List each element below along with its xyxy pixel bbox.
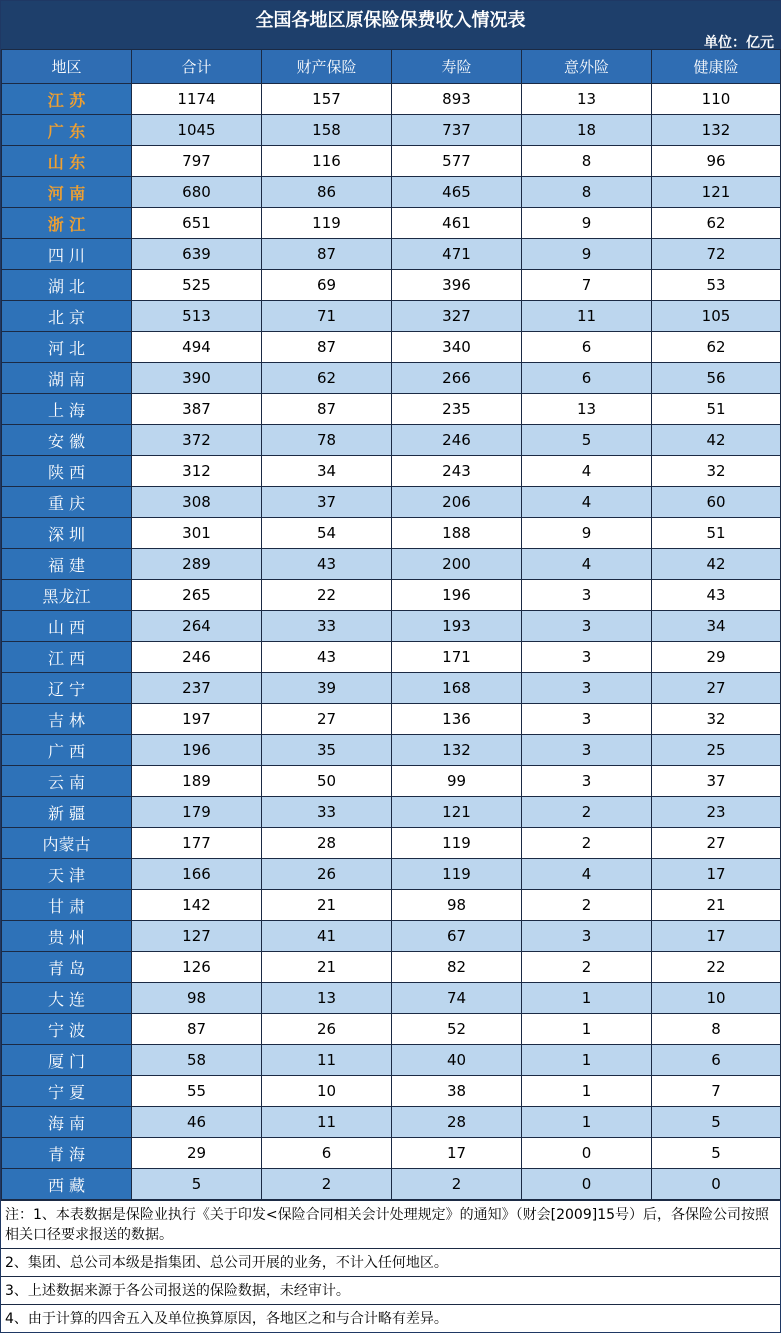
property-cell: 158 <box>262 115 392 146</box>
accident-cell: 9 <box>522 239 652 270</box>
life-cell: 193 <box>392 611 522 642</box>
property-cell: 86 <box>262 177 392 208</box>
total-cell: 5 <box>132 1169 262 1200</box>
life-cell: 82 <box>392 952 522 983</box>
accident-cell: 1 <box>522 1107 652 1138</box>
table-row <box>2 1169 781 1200</box>
property-cell: 87 <box>262 394 392 425</box>
table-row <box>2 766 781 797</box>
table-row <box>2 177 781 208</box>
life-cell: 119 <box>392 828 522 859</box>
health-cell: 43 <box>652 580 781 611</box>
footnotes <box>1 1200 780 1332</box>
column-header-property: 财产保险 <box>262 50 392 84</box>
health-cell: 8 <box>652 1014 781 1045</box>
health-cell: 42 <box>652 549 781 580</box>
table-row <box>2 394 781 425</box>
accident-cell: 0 <box>522 1138 652 1169</box>
property-cell: 116 <box>262 146 392 177</box>
total-cell: 387 <box>132 394 262 425</box>
accident-cell: 4 <box>522 549 652 580</box>
health-cell: 27 <box>652 673 781 704</box>
total-cell: 189 <box>132 766 262 797</box>
accident-cell: 13 <box>522 84 652 115</box>
life-cell: 206 <box>392 487 522 518</box>
region-cell: 广 东 <box>2 115 132 146</box>
health-cell: 21 <box>652 890 781 921</box>
property-cell: 6 <box>262 1138 392 1169</box>
property-cell: 62 <box>262 363 392 394</box>
health-cell: 6 <box>652 1045 781 1076</box>
column-header-region: 地区 <box>2 50 132 84</box>
property-cell: 13 <box>262 983 392 1014</box>
life-cell: 136 <box>392 704 522 735</box>
accident-cell: 18 <box>522 115 652 146</box>
table-row <box>2 797 781 828</box>
region-cell: 甘 肃 <box>2 890 132 921</box>
property-cell: 69 <box>262 270 392 301</box>
accident-cell: 2 <box>522 828 652 859</box>
region-cell: 山 西 <box>2 611 132 642</box>
health-cell: 22 <box>652 952 781 983</box>
accident-cell: 4 <box>522 859 652 890</box>
accident-cell: 9 <box>522 518 652 549</box>
region-cell: 山 东 <box>2 146 132 177</box>
region-cell: 重 庆 <box>2 487 132 518</box>
property-cell: 87 <box>262 239 392 270</box>
total-cell: 1045 <box>132 115 262 146</box>
total-cell: 197 <box>132 704 262 735</box>
life-cell: 327 <box>392 301 522 332</box>
property-cell: 87 <box>262 332 392 363</box>
health-cell: 5 <box>652 1107 781 1138</box>
total-cell: 680 <box>132 177 262 208</box>
accident-cell: 0 <box>522 1169 652 1200</box>
health-cell: 53 <box>652 270 781 301</box>
property-cell: 21 <box>262 952 392 983</box>
total-cell: 312 <box>132 456 262 487</box>
region-cell: 河 北 <box>2 332 132 363</box>
life-cell: 98 <box>392 890 522 921</box>
property-cell: 22 <box>262 580 392 611</box>
table-row <box>2 425 781 456</box>
life-cell: 171 <box>392 642 522 673</box>
column-header-life: 寿险 <box>392 50 522 84</box>
health-cell: 27 <box>652 828 781 859</box>
property-cell: 2 <box>262 1169 392 1200</box>
table-row <box>2 828 781 859</box>
total-cell: 126 <box>132 952 262 983</box>
life-cell: 396 <box>392 270 522 301</box>
total-cell: 166 <box>132 859 262 890</box>
life-cell: 52 <box>392 1014 522 1045</box>
table-row <box>2 983 781 1014</box>
total-cell: 87 <box>132 1014 262 1045</box>
life-cell: 28 <box>392 1107 522 1138</box>
region-cell: 青 岛 <box>2 952 132 983</box>
region-cell: 海 南 <box>2 1107 132 1138</box>
property-cell: 11 <box>262 1045 392 1076</box>
region-cell: 四 川 <box>2 239 132 270</box>
total-cell: 265 <box>132 580 262 611</box>
property-cell: 54 <box>262 518 392 549</box>
life-cell: 246 <box>392 425 522 456</box>
health-cell: 17 <box>652 921 781 952</box>
life-cell: 196 <box>392 580 522 611</box>
accident-cell: 3 <box>522 704 652 735</box>
table-row <box>2 146 781 177</box>
table-row <box>2 332 781 363</box>
total-cell: 46 <box>132 1107 262 1138</box>
total-cell: 308 <box>132 487 262 518</box>
life-cell: 40 <box>392 1045 522 1076</box>
table-row <box>2 580 781 611</box>
region-cell: 青 海 <box>2 1138 132 1169</box>
health-cell: 0 <box>652 1169 781 1200</box>
table-row <box>2 487 781 518</box>
life-cell: 67 <box>392 921 522 952</box>
accident-cell: 3 <box>522 766 652 797</box>
health-cell: 132 <box>652 115 781 146</box>
life-cell: 121 <box>392 797 522 828</box>
table-row <box>2 1107 781 1138</box>
table-row <box>2 115 781 146</box>
total-cell: 301 <box>132 518 262 549</box>
accident-cell: 4 <box>522 456 652 487</box>
total-cell: 55 <box>132 1076 262 1107</box>
health-cell: 121 <box>652 177 781 208</box>
health-cell: 7 <box>652 1076 781 1107</box>
health-cell: 110 <box>652 84 781 115</box>
table-row <box>2 1045 781 1076</box>
accident-cell: 6 <box>522 363 652 394</box>
region-cell: 江 西 <box>2 642 132 673</box>
region-cell: 内蒙古 <box>2 828 132 859</box>
accident-cell: 2 <box>522 890 652 921</box>
region-cell: 西 藏 <box>2 1169 132 1200</box>
health-cell: 10 <box>652 983 781 1014</box>
total-cell: 1174 <box>132 84 262 115</box>
property-cell: 33 <box>262 611 392 642</box>
region-cell: 浙 江 <box>2 208 132 239</box>
accident-cell: 5 <box>522 425 652 456</box>
column-header-accident: 意外险 <box>522 50 652 84</box>
table-row <box>2 642 781 673</box>
health-cell: 60 <box>652 487 781 518</box>
table-row <box>2 1076 781 1107</box>
health-cell: 62 <box>652 332 781 363</box>
property-cell: 78 <box>262 425 392 456</box>
column-header-health: 健康险 <box>652 50 781 84</box>
region-cell: 福 建 <box>2 549 132 580</box>
accident-cell: 1 <box>522 1076 652 1107</box>
total-cell: 372 <box>132 425 262 456</box>
table-row <box>2 611 781 642</box>
property-cell: 43 <box>262 549 392 580</box>
total-cell: 98 <box>132 983 262 1014</box>
health-cell: 34 <box>652 611 781 642</box>
total-cell: 264 <box>132 611 262 642</box>
unit-label: 单位：亿元 <box>704 35 774 51</box>
region-cell: 湖 南 <box>2 363 132 394</box>
accident-cell: 1 <box>522 1045 652 1076</box>
property-cell: 37 <box>262 487 392 518</box>
property-cell: 119 <box>262 208 392 239</box>
accident-cell: 2 <box>522 952 652 983</box>
header-row <box>2 50 781 84</box>
accident-cell: 1 <box>522 1014 652 1045</box>
region-cell: 江 苏 <box>2 84 132 115</box>
property-cell: 41 <box>262 921 392 952</box>
property-cell: 10 <box>262 1076 392 1107</box>
life-cell: 737 <box>392 115 522 146</box>
life-cell: 893 <box>392 84 522 115</box>
table-row <box>2 208 781 239</box>
table-row <box>2 363 781 394</box>
total-cell: 494 <box>132 332 262 363</box>
property-cell: 27 <box>262 704 392 735</box>
health-cell: 51 <box>652 518 781 549</box>
footnote: 注：1、本表数据是保险业执行《关于印发<保险合同相关会计处理规定》的通知》（财会[2009]15号）后，各保险公司按照相关口径要求报送的数据。 <box>1 1200 780 1248</box>
region-cell: 湖 北 <box>2 270 132 301</box>
life-cell: 577 <box>392 146 522 177</box>
accident-cell: 13 <box>522 394 652 425</box>
table-title: 全国各地区原保险保费收入情况表 <box>255 10 526 31</box>
total-cell: 127 <box>132 921 262 952</box>
health-cell: 17 <box>652 859 781 890</box>
region-cell: 厦 门 <box>2 1045 132 1076</box>
property-cell: 39 <box>262 673 392 704</box>
region-cell: 上 海 <box>2 394 132 425</box>
total-cell: 639 <box>132 239 262 270</box>
table-row <box>2 859 781 890</box>
health-cell: 32 <box>652 456 781 487</box>
title-bar <box>1 1 780 49</box>
region-cell: 大 连 <box>2 983 132 1014</box>
property-cell: 33 <box>262 797 392 828</box>
life-cell: 465 <box>392 177 522 208</box>
life-cell: 99 <box>392 766 522 797</box>
life-cell: 119 <box>392 859 522 890</box>
health-cell: 25 <box>652 735 781 766</box>
accident-cell: 11 <box>522 301 652 332</box>
table-row <box>2 84 781 115</box>
property-cell: 28 <box>262 828 392 859</box>
accident-cell: 3 <box>522 735 652 766</box>
footnote: 2、集团、总公司本级是指集团、总公司开展的业务，不计入任何地区。 <box>1 1248 780 1276</box>
accident-cell: 3 <box>522 642 652 673</box>
total-cell: 237 <box>132 673 262 704</box>
life-cell: 188 <box>392 518 522 549</box>
total-cell: 289 <box>132 549 262 580</box>
region-cell: 河 南 <box>2 177 132 208</box>
health-cell: 23 <box>652 797 781 828</box>
life-cell: 461 <box>392 208 522 239</box>
health-cell: 42 <box>652 425 781 456</box>
table-body <box>2 84 781 1200</box>
table-row <box>2 239 781 270</box>
region-cell: 新 疆 <box>2 797 132 828</box>
accident-cell: 3 <box>522 673 652 704</box>
region-cell: 广 西 <box>2 735 132 766</box>
property-cell: 26 <box>262 859 392 890</box>
table-row <box>2 549 781 580</box>
total-cell: 29 <box>132 1138 262 1169</box>
property-cell: 35 <box>262 735 392 766</box>
table-row <box>2 952 781 983</box>
accident-cell: 3 <box>522 921 652 952</box>
health-cell: 72 <box>652 239 781 270</box>
total-cell: 177 <box>132 828 262 859</box>
accident-cell: 8 <box>522 177 652 208</box>
health-cell: 37 <box>652 766 781 797</box>
total-cell: 142 <box>132 890 262 921</box>
property-cell: 157 <box>262 84 392 115</box>
life-cell: 2 <box>392 1169 522 1200</box>
footnote: 4、由于计算的四舍五入及单位换算原因，各地区之和与合计略有差异。 <box>1 1304 780 1332</box>
table-row <box>2 1138 781 1169</box>
accident-cell: 6 <box>522 332 652 363</box>
total-cell: 651 <box>132 208 262 239</box>
accident-cell: 7 <box>522 270 652 301</box>
total-cell: 513 <box>132 301 262 332</box>
total-cell: 58 <box>132 1045 262 1076</box>
total-cell: 196 <box>132 735 262 766</box>
region-cell: 辽 宁 <box>2 673 132 704</box>
total-cell: 246 <box>132 642 262 673</box>
region-cell: 北 京 <box>2 301 132 332</box>
property-cell: 71 <box>262 301 392 332</box>
table-row <box>2 518 781 549</box>
total-cell: 179 <box>132 797 262 828</box>
table-row <box>2 921 781 952</box>
health-cell: 96 <box>652 146 781 177</box>
table-row <box>2 673 781 704</box>
life-cell: 243 <box>392 456 522 487</box>
health-cell: 29 <box>652 642 781 673</box>
life-cell: 38 <box>392 1076 522 1107</box>
table-row <box>2 270 781 301</box>
table-row <box>2 704 781 735</box>
accident-cell: 4 <box>522 487 652 518</box>
accident-cell: 9 <box>522 208 652 239</box>
property-cell: 26 <box>262 1014 392 1045</box>
property-cell: 34 <box>262 456 392 487</box>
health-cell: 51 <box>652 394 781 425</box>
accident-cell: 3 <box>522 580 652 611</box>
accident-cell: 8 <box>522 146 652 177</box>
region-cell: 宁 波 <box>2 1014 132 1045</box>
table-row <box>2 301 781 332</box>
table-row <box>2 1014 781 1045</box>
life-cell: 235 <box>392 394 522 425</box>
total-cell: 525 <box>132 270 262 301</box>
region-cell: 天 津 <box>2 859 132 890</box>
life-cell: 200 <box>392 549 522 580</box>
table-row <box>2 890 781 921</box>
health-cell: 62 <box>652 208 781 239</box>
region-cell: 深 圳 <box>2 518 132 549</box>
property-cell: 50 <box>262 766 392 797</box>
column-header-total: 合计 <box>132 50 262 84</box>
table-row <box>2 735 781 766</box>
life-cell: 266 <box>392 363 522 394</box>
region-cell: 宁 夏 <box>2 1076 132 1107</box>
life-cell: 17 <box>392 1138 522 1169</box>
total-cell: 797 <box>132 146 262 177</box>
property-cell: 43 <box>262 642 392 673</box>
health-cell: 32 <box>652 704 781 735</box>
footnote: 3、上述数据来源于各公司报送的保险数据，未经审计。 <box>1 1276 780 1304</box>
region-cell: 贵 州 <box>2 921 132 952</box>
region-cell: 安 徽 <box>2 425 132 456</box>
region-cell: 陕 西 <box>2 456 132 487</box>
life-cell: 74 <box>392 983 522 1014</box>
table-row <box>2 456 781 487</box>
accident-cell: 1 <box>522 983 652 1014</box>
life-cell: 168 <box>392 673 522 704</box>
health-cell: 105 <box>652 301 781 332</box>
premium-table <box>1 49 781 1200</box>
health-cell: 56 <box>652 363 781 394</box>
property-cell: 11 <box>262 1107 392 1138</box>
region-cell: 黑龙江 <box>2 580 132 611</box>
total-cell: 390 <box>132 363 262 394</box>
life-cell: 471 <box>392 239 522 270</box>
life-cell: 340 <box>392 332 522 363</box>
region-cell: 云 南 <box>2 766 132 797</box>
health-cell: 5 <box>652 1138 781 1169</box>
life-cell: 132 <box>392 735 522 766</box>
property-cell: 21 <box>262 890 392 921</box>
accident-cell: 3 <box>522 611 652 642</box>
accident-cell: 2 <box>522 797 652 828</box>
region-cell: 吉 林 <box>2 704 132 735</box>
